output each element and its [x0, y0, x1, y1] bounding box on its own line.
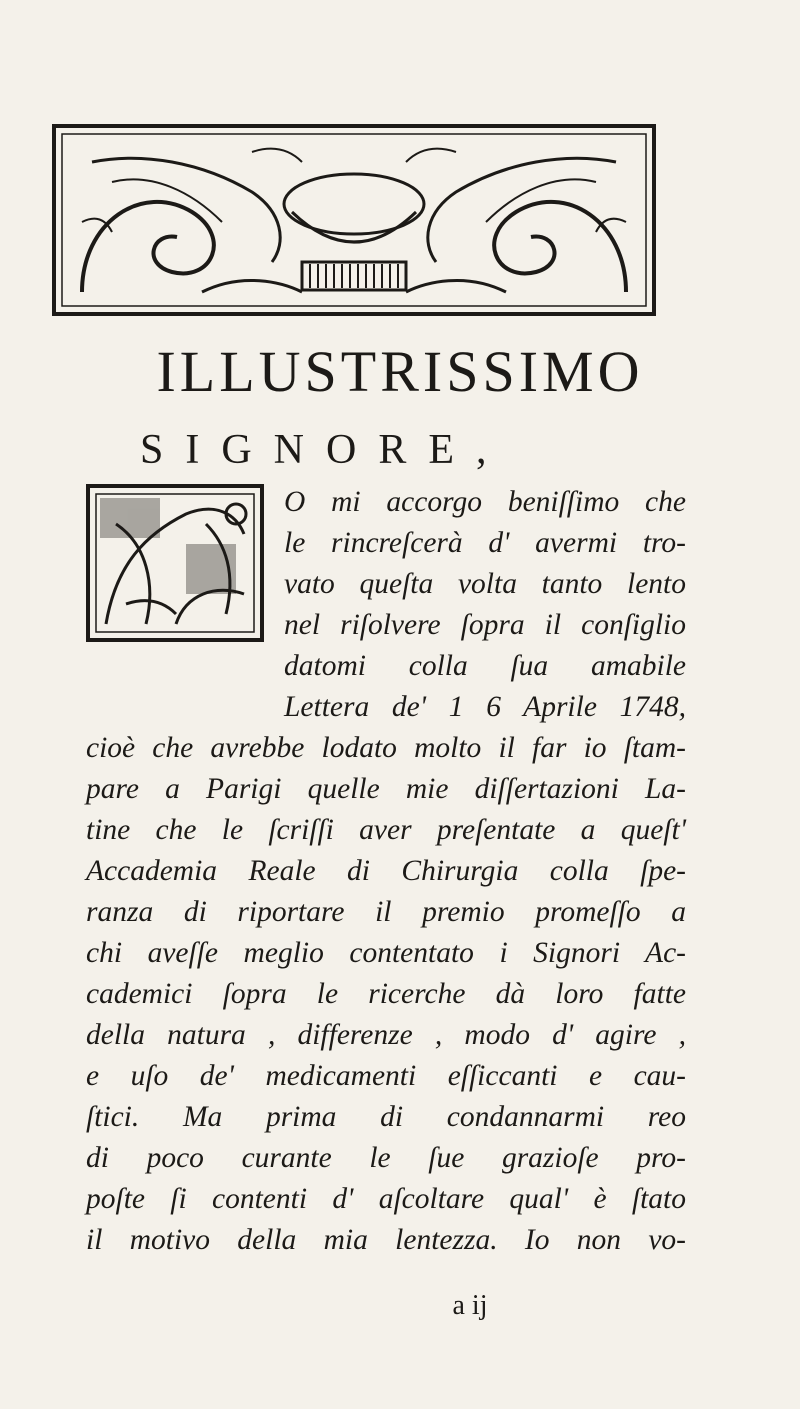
text-line: vato queſta volta tanto lento: [284, 568, 686, 600]
body-text: [86, 482, 686, 1261]
text-line: le rincreſcerà d' avermi tro-: [284, 527, 686, 559]
text-line: datomi colla ſua amabile: [284, 650, 686, 682]
signature-mark: a ij: [452, 1290, 488, 1321]
text-line: Lettera de' 1 6 Aprile 1748,: [284, 691, 686, 723]
text-line: di poco curante le ſue grazioſe pro-: [86, 1142, 686, 1174]
text-line: della natura , differenze , modo d' agire ,: [86, 1019, 686, 1051]
page-heading: ILLUSTRISSIMO: [156, 339, 644, 404]
text-line: pare a Parigi quelle mie diſſertazioni La-: [86, 773, 686, 805]
text-line: chi aveſſe meglio contentato i Signori Ac-: [86, 937, 686, 969]
text-line: Accademia Reale di Chirurgia colla ſpe-: [86, 855, 686, 887]
text-line: O mi accorgo beniſſimo che: [284, 486, 686, 518]
text-line: tine che le ſcriſſi aver preſentate a queſt': [86, 814, 686, 846]
text-line: poſte ſi contenti d' aſcoltare qual' è ſtato: [86, 1183, 686, 1215]
text-line: nel riſolvere ſopra il conſiglio: [284, 609, 686, 641]
text-line: ſtici. Ma prima di condannarmi reo: [86, 1101, 686, 1133]
text-line: e uſo de' medicamenti eſſiccanti e cau-: [86, 1060, 686, 1092]
text-line: il motivo della mia lentezza. Io non vo-: [86, 1224, 686, 1256]
headpiece-ornament-icon: [52, 122, 656, 318]
text-line: ranza di riportare il premio promeſſo a: [86, 896, 686, 928]
text-line: cademici ſopra le ricerche dà loro fatte: [86, 978, 686, 1010]
page-subheading: SIGNORE,: [140, 427, 509, 473]
text-line: cioè che avrebbe lodato molto il far io ſtam-: [86, 732, 686, 764]
